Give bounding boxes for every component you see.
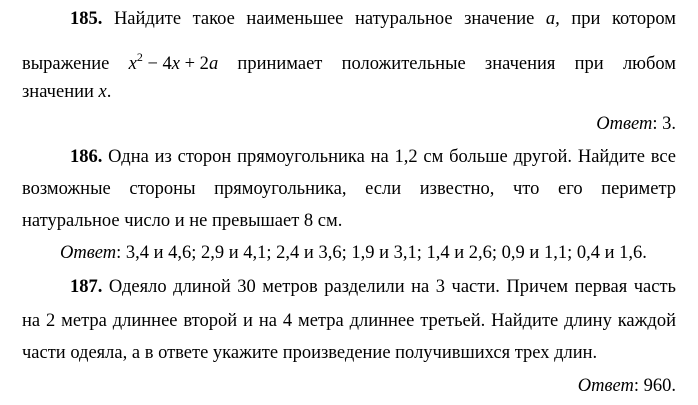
problem-186-line-2: возможные стороны прямоугольника, если известно, что его периметр — [22, 179, 676, 199]
problem-187-number: 187. — [70, 277, 103, 297]
problem-185-text-2-end: принимает положительные значения при любом — [237, 54, 677, 74]
answer-label: Ответ — [60, 243, 117, 263]
answer-label: Ответ — [596, 114, 653, 134]
answer-value: : 3,4 и 4,6; 2,9 и 4,1; 2,4 и 3,6; 1,9 и 3,1; 1,4 и 2,6; 0,9 и 1,1; 0,4 и 1,6. — [116, 243, 647, 263]
problem-185-text-1: Найдите такое наименьшее натуральное значение — [102, 9, 546, 29]
problem-186-answer — [60, 242, 676, 264]
answer-value: : 960. — [633, 376, 676, 396]
problem-185-number: 185. — [70, 9, 103, 29]
problem-187-answer — [22, 375, 676, 397]
problem-185-var-x: x — [98, 82, 107, 102]
problem-185-var-a: a, — [545, 9, 560, 29]
problem-185-answer — [22, 113, 676, 135]
problem-185-formula: $x^2 - 4x + 2a$ — [128, 50, 219, 74]
problem-187-line-3: части одеяла, а в ответе укажите произведение получившихся трех длин. — [22, 343, 598, 363]
answer-label: Ответ — [577, 376, 634, 396]
problem-185-text-1-tail: при котором — [559, 9, 676, 29]
problem-185-line-1 — [70, 8, 676, 30]
problem-187-line-2: на 2 метра длиннее второй и на 4 метра длиннее третьей. Найдите длину каждой — [22, 311, 676, 331]
problem-186-number: 186. — [70, 147, 103, 167]
problem-185-line-2 — [22, 46, 676, 75]
answer-value: : 3. — [652, 114, 676, 134]
problem-185-line-3: значении x. — [22, 82, 112, 102]
problem-186-line-1: 186. Одна из сторон прямоугольника на 1,2 см больше другой. Найдите все — [70, 147, 676, 167]
problem-186-line-3: натуральное число и не превышает 8 см. — [22, 211, 343, 231]
problem-187-line-1: 187. Одеяло длиной 30 метров разделили на 3 части. Причем первая часть — [70, 277, 676, 297]
problem-185-text-2-start: выражение — [22, 54, 110, 74]
